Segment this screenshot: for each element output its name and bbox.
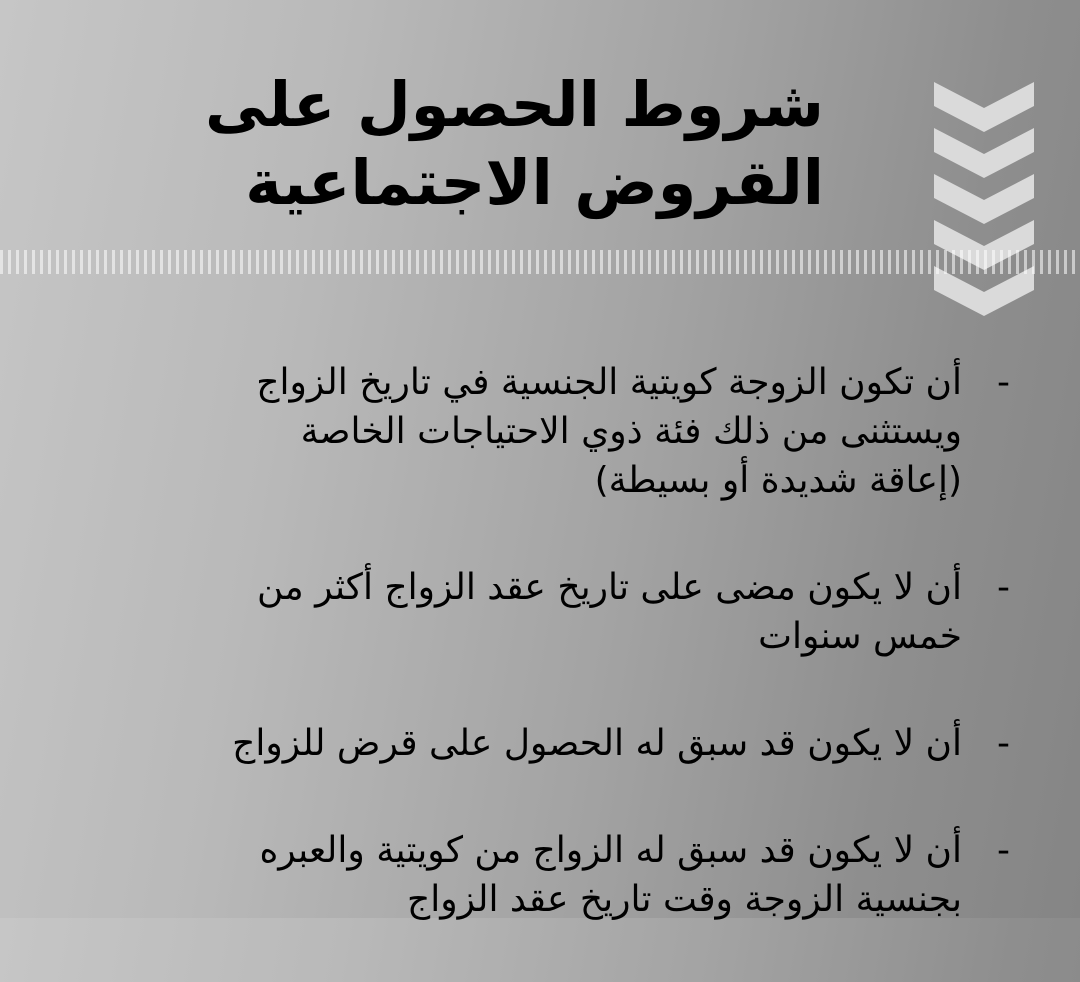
- conditions-list: [128, 358, 1010, 982]
- condition-1-line-3: (إعاقة شديدة أو بسيطة): [594, 460, 962, 501]
- bullet-dash: -: [997, 362, 1010, 403]
- page-title-line-1: شروط الحصول على: [204, 68, 824, 141]
- condition-4-line-2: بجنسية الزوجة وقت تاريخ عقد الزواج: [406, 879, 962, 920]
- condition-item-1: [128, 358, 1010, 505]
- decorative-tick-divider: [0, 250, 1080, 274]
- page-title: [184, 66, 824, 222]
- condition-item-2: [128, 563, 1010, 661]
- condition-1-line-2: ويستثنى من ذلك فئة ذوي الاحتياجات الخاصة: [300, 411, 962, 452]
- chevrons-down-icon: [934, 78, 1034, 318]
- bullet-dash: -: [997, 723, 1010, 764]
- condition-item-3: [128, 719, 1010, 768]
- condition-4-line-1: أن لا يكون قد سبق له الزواج من كويتية والعبره: [259, 830, 962, 871]
- condition-2-line-2: خمس سنوات: [758, 616, 962, 657]
- bullet-dash: -: [997, 567, 1010, 608]
- condition-2-line-1: أن لا يكون مضى على تاريخ عقد الزواج أكثر من: [256, 567, 962, 608]
- condition-item-4: [128, 826, 1010, 924]
- bullet-dash: -: [997, 830, 1010, 871]
- condition-3-line-1: أن لا يكون قد سبق له الحصول على قرض للزواج: [232, 723, 962, 764]
- condition-1-line-1: أن تكون الزوجة كويتية الجنسية في تاريخ الزواج: [256, 362, 962, 403]
- page-title-line-2: القروض الاجتماعية: [245, 146, 824, 219]
